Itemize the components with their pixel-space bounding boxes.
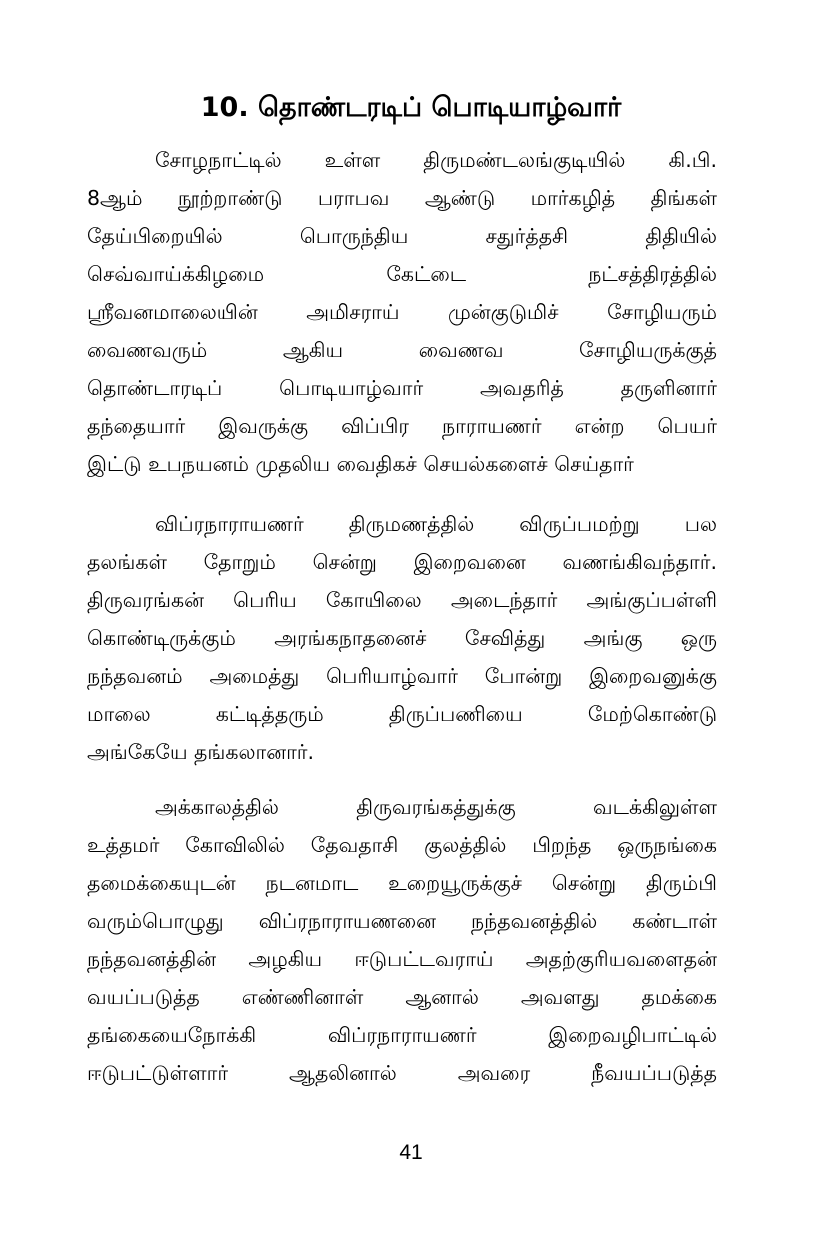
text-line: கொண்டிருக்கும் அரங்கநாதனைச் சேவித்து அங்கு ஒரு	[87, 626, 717, 650]
paragraph-1	[87, 141, 717, 483]
text-line: அங்கேயே தங்கலானார்.	[87, 740, 315, 764]
text-line: ஈடுபட்டுள்ளார் ஆதலினால் அவரை நீவயப்படுத்த	[87, 1061, 717, 1085]
text-line: தங்கையைநோக்கி விப்ரநாராயணர் இறைவழிபாட்டில்	[87, 1023, 717, 1047]
text-line: விப்ரநாராயணர் திருமணத்தில் விருப்பமற்று பல	[155, 512, 717, 536]
text-line: 8ஆம் நூற்றாண்டு பராபவ ஆண்டு மார்கழித் திங்கள்	[87, 186, 717, 210]
text-line: சோழநாட்டில் உள்ள திருமண்டலங்குடியில் கி.பி.	[155, 148, 717, 172]
text-line: அக்காலத்தில் திருவரங்கத்துக்கு வடக்கிலுள்ள	[155, 795, 717, 819]
paragraph-2	[87, 505, 717, 771]
text-line: நந்தவனத்தின் அழகிய ஈடுபட்டவராய் அதற்குரியவளைதன்	[87, 947, 717, 971]
chapter-title: 10. தொண்டரடிப் பொடியாழ்வார்	[200, 92, 622, 123]
text-line: ஸ்ரீவனமாலையின் அமிசராய் முன்குடுமிச் சோழியரும்	[87, 300, 717, 324]
text-line: செவ்வாய்க்கிழமை கேட்டை நட்சத்திரத்தில்	[87, 262, 717, 286]
text-line: உத்தமர் கோவிலில் தேவதாசி குலத்தில் பிறந்த ஒருநங்கை	[87, 833, 717, 857]
text-line: இட்டு உபநயனம் முதலிய வைதிகச் செயல்களைச் செய்தார்	[87, 452, 634, 476]
text-line: நந்தவனம் அமைத்து பெரியாழ்வார் போன்று இறைவனுக்கு	[87, 664, 717, 688]
text-line: தமைக்கையுடன் நடனமாட உறையூருக்குச் சென்று திரும்பி	[87, 871, 717, 895]
text-line: திருவரங்கன் பெரிய கோயிலை அடைந்தார் அங்குப்பள்ளி	[87, 588, 717, 612]
page-number: 41	[399, 1141, 423, 1164]
text-line: வரும்பொழுது விப்ரநாராயணனை நந்தவனத்தில் கண்டாள்	[87, 909, 717, 933]
text-line: மாலை கட்டித்தரும் திருப்பணியை மேற்கொண்டு	[87, 702, 717, 726]
text-line: வயப்படுத்த எண்ணினாள் ஆனால் அவளது தமக்கை	[87, 985, 717, 1009]
text-line: தேய்பிறையில் பொருந்திய சதுர்த்தசி திதியில்	[87, 224, 717, 248]
paragraph-3	[87, 788, 717, 1092]
text-line: வைணவரும் ஆகிய வைணவ சோழியருக்குத்	[87, 338, 717, 362]
text-line: தொண்டாரடிப் பொடியாழ்வார் அவதரித் தருளினார்	[87, 376, 717, 400]
text-line: தந்தையார் இவருக்கு விப்பிர நாராயணர் என்ற பெயர்	[87, 414, 717, 438]
text-line: தலங்கள் தோறும் சென்று இறைவனை வணங்கிவந்தார்.	[87, 550, 717, 574]
